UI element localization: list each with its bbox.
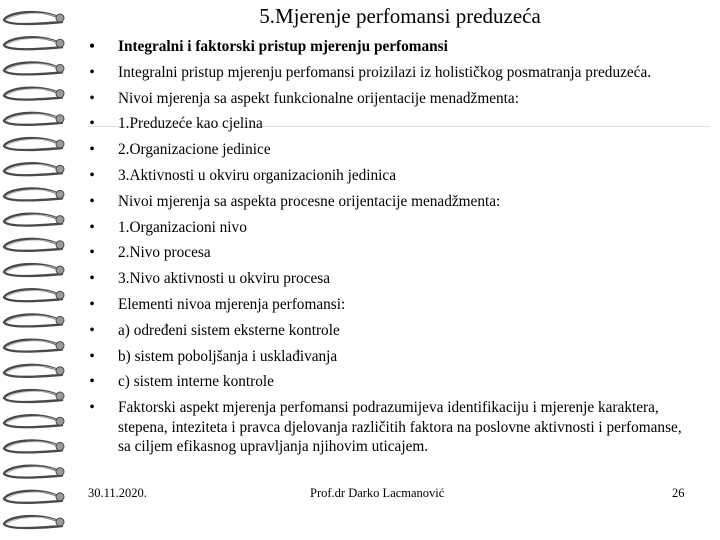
spiral-ring: [4, 340, 64, 352]
slide-title: 5.Mjerenje perfomansi preduzeća: [259, 4, 541, 28]
bullet-text: 3.Aktivnosti u okviru organizacionih jedinica: [118, 166, 396, 184]
bullet-item: [86, 321, 686, 340]
bullet-marker: •: [89, 347, 95, 365]
spiral-ring: [4, 37, 64, 49]
bullet-marker: •: [89, 89, 95, 107]
bullet-text: Integralni i faktorski pristup mjerenju perfomansi: [118, 38, 448, 55]
bullet-text: Integralni pristup mjerenju perfomansi proizilazi iz holističkog posmatranja preduzeća.: [118, 63, 652, 81]
spiral-ring: [4, 138, 64, 150]
bullet-item: [86, 218, 686, 237]
bullet-marker: •: [89, 373, 95, 391]
bullet-item: [86, 37, 686, 56]
bullet-text: b) sistem poboljšanja i usklađivanja: [118, 347, 338, 365]
bullet-marker: •: [89, 38, 95, 55]
bullet-marker: •: [89, 244, 95, 262]
bullet-item: [86, 140, 686, 159]
spiral-ring: [4, 239, 64, 251]
spiral-ring: [4, 440, 64, 452]
spiral-ring: [4, 365, 64, 377]
spiral-ring: [4, 12, 64, 24]
bullet-item: [86, 114, 686, 133]
bullet-text: a) određeni sistem eksterne kontrole: [118, 321, 340, 339]
bullet-text: Faktorski aspekt mjerenja perfomansi podrazumijeva identifikaciju i mjerenje karaktera, stepena, inteziteta i pravca djelovanja različitih faktora na poslovne aktivnosti i perfomanse, sa ciljem efikasnog upravljanja njihovim uticajem.: [118, 399, 682, 455]
spiral-ring: [4, 516, 64, 528]
bullet-marker: •: [89, 399, 95, 417]
bullet-text: Nivoi mjerenja sa aspekta procesne orijentacije menadžmenta:: [118, 192, 501, 210]
spiral-ring: [4, 113, 64, 125]
bullet-text: 2.Organizacione jedinice: [118, 141, 271, 159]
bullet-marker: •: [89, 115, 95, 133]
bullet-item: [86, 398, 686, 456]
bullet-marker: •: [89, 166, 95, 184]
spiral-ring: [4, 214, 64, 226]
footer-author: Prof.dr Darko Lacmanović: [310, 486, 445, 500]
bullet-item: [86, 63, 686, 82]
spiral-ring: [4, 264, 64, 276]
spiral-ring: [4, 163, 64, 175]
bullet-item: [86, 372, 686, 391]
spiral-ring: [4, 88, 64, 100]
spiral-ring: [4, 466, 64, 478]
bullet-marker: •: [89, 218, 95, 236]
bullet-text: 1.Organizacioni nivo: [118, 218, 247, 236]
bullet-item: [86, 295, 686, 314]
bullet-marker: •: [89, 270, 95, 288]
spiral-ring: [4, 314, 64, 326]
footer-date: 30.11.2020.: [88, 486, 147, 500]
spiral-ring: [4, 289, 64, 301]
spiral-ring: [4, 188, 64, 200]
bullet-marker: •: [89, 63, 95, 81]
spiral-binding-icon: [0, 0, 90, 540]
bullet-marker: •: [89, 192, 95, 210]
spiral-ring: [4, 491, 64, 503]
bullet-list: [86, 37, 686, 463]
bullet-text: c) sistem interne kontrole: [118, 373, 274, 391]
bullet-text: Elementi nivoa mjerenja perfomansi:: [118, 295, 346, 313]
spiral-ring: [4, 415, 64, 427]
bullet-text: 3.Nivo aktivnosti u okviru procesa: [118, 270, 330, 288]
bullet-text: 2.Nivo procesa: [118, 244, 211, 262]
bullet-marker: •: [89, 295, 95, 313]
page-number: 26: [672, 486, 685, 500]
bullet-marker: •: [89, 141, 95, 159]
bullet-item: [86, 347, 686, 366]
bullet-text: Nivoi mjerenja sa aspekt funkcionalne orijentacije menadžmenta:: [118, 89, 519, 107]
bullet-text: 1.Preduzeće kao cjelina: [118, 115, 263, 133]
bullet-marker: •: [89, 321, 95, 339]
bullet-item: [86, 269, 686, 288]
spiral-ring: [4, 390, 64, 402]
bullet-item: [86, 166, 686, 185]
bullet-item: [86, 89, 686, 108]
bullet-item: [86, 192, 686, 211]
spiral-ring: [4, 62, 64, 74]
bullet-item: [86, 243, 686, 262]
